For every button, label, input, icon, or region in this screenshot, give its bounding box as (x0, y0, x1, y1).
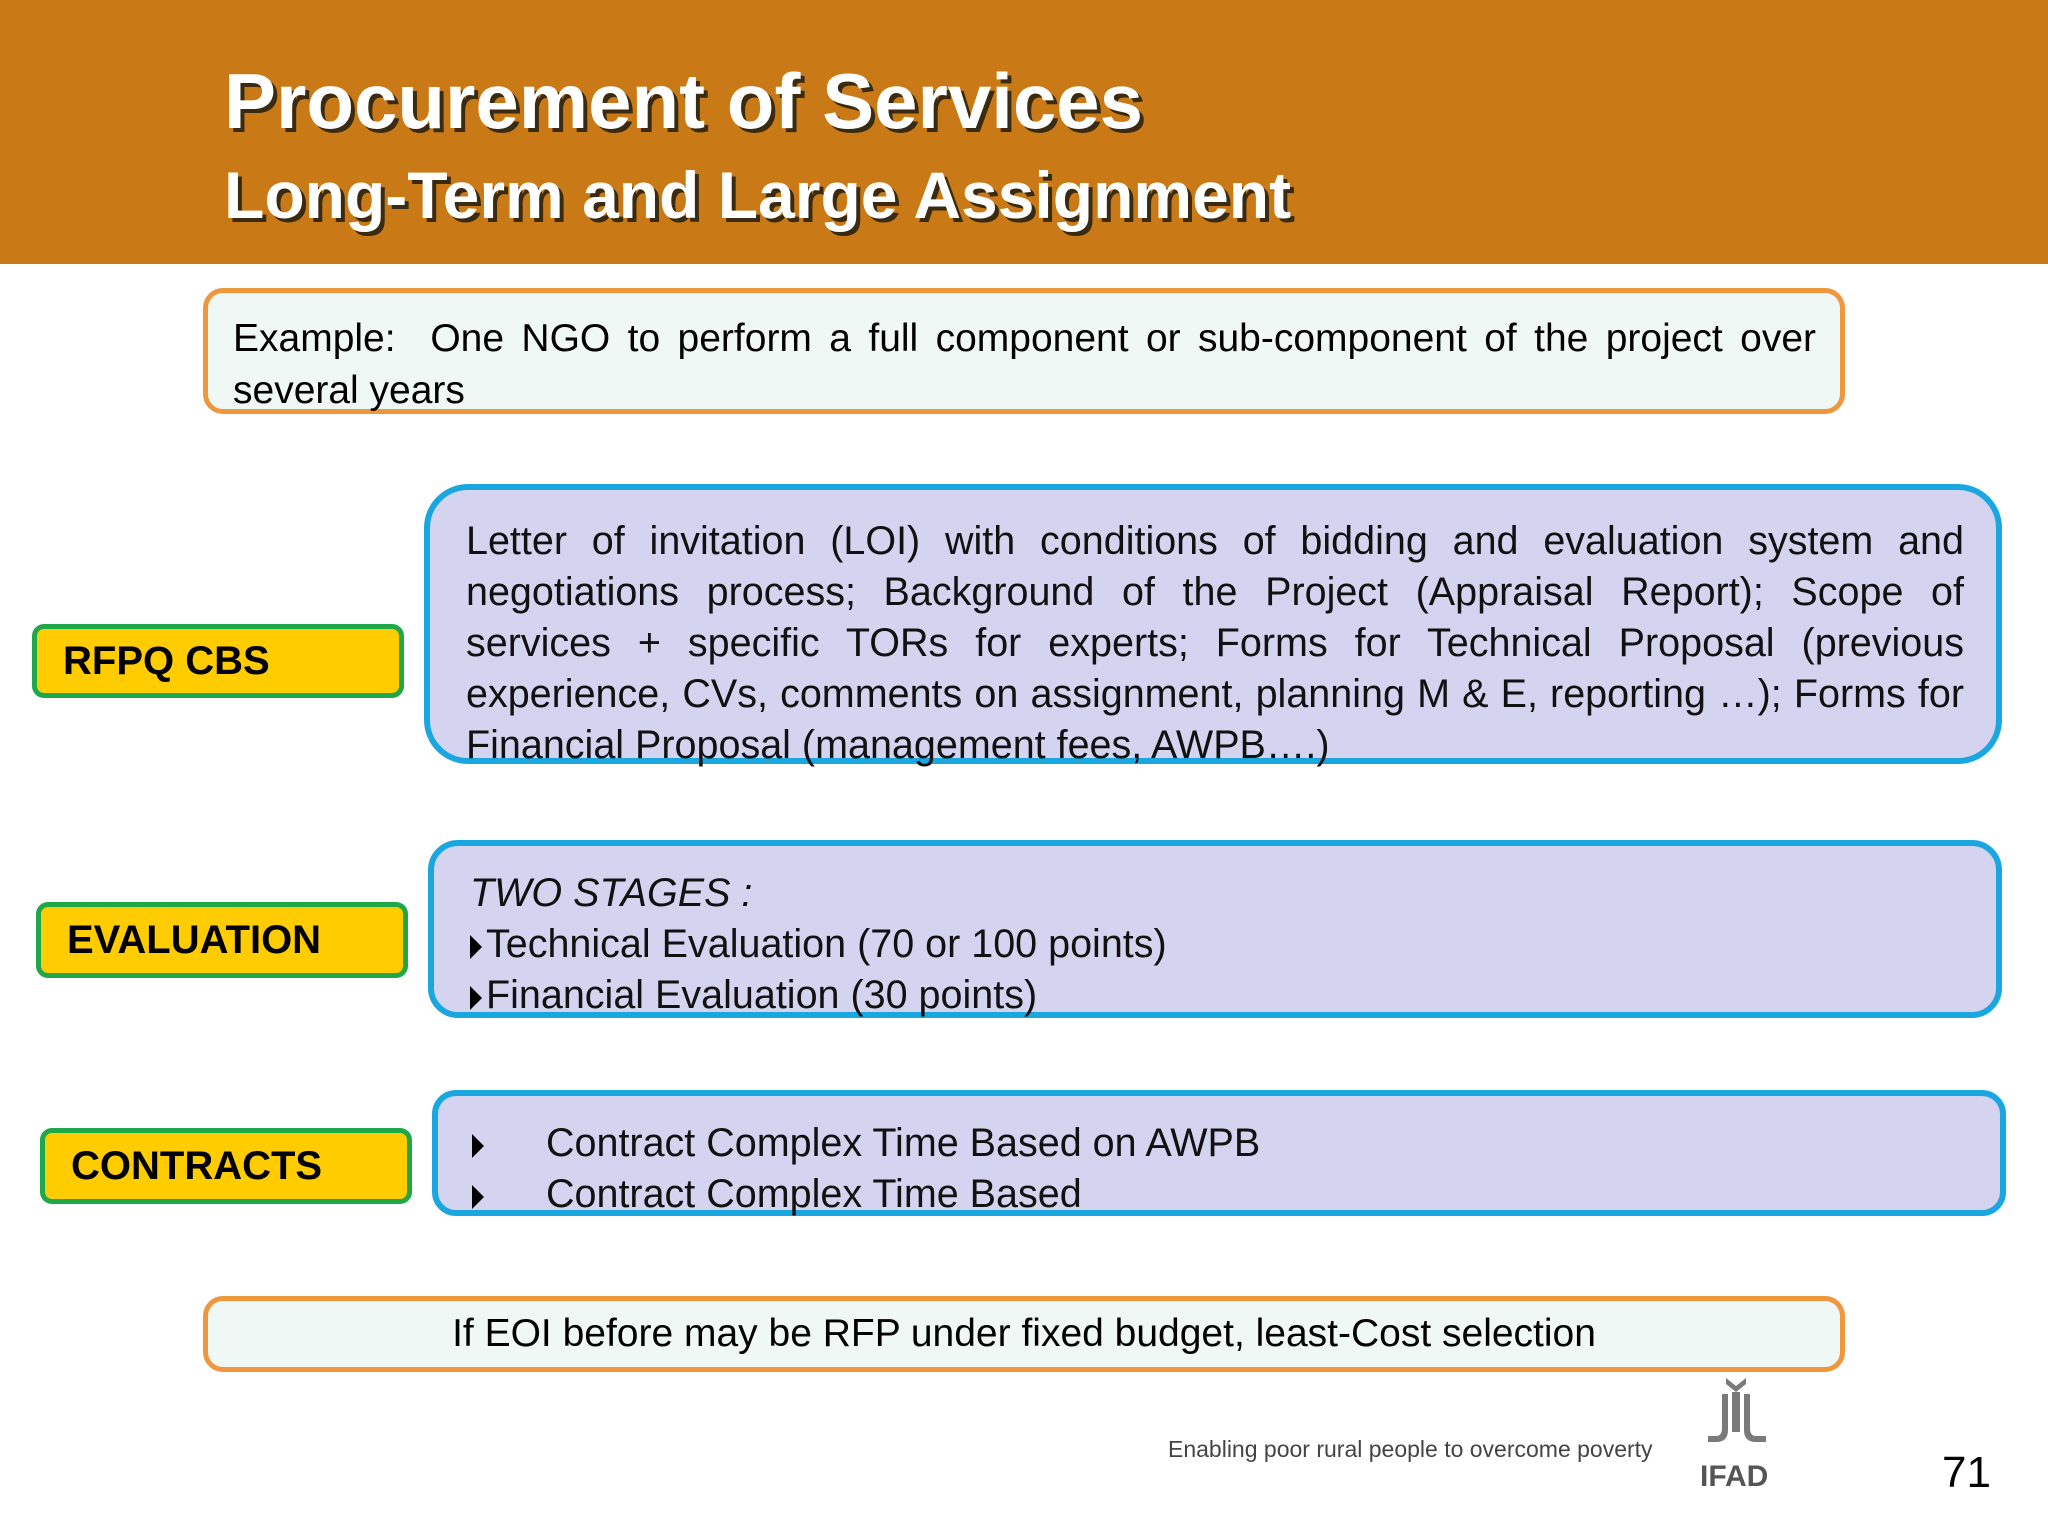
contracts-panel (432, 1090, 2006, 1216)
list-item (470, 919, 1966, 970)
ifad-logo-icon (1696, 1372, 1776, 1452)
bullet-triangle-icon (472, 1134, 484, 1158)
note-box (203, 1296, 1845, 1372)
page-subtitle: Long-Term and Large Assignment (224, 158, 1292, 232)
rfpq-cbs-label: RFPQ CBS (32, 624, 404, 698)
header-banner (0, 0, 2048, 264)
example-text: One NGO to perform a full component or sub-component of the project over several years (233, 317, 1817, 412)
footer-tagline: Enabling poor rural people to overcome poverty (1168, 1436, 1653, 1462)
page-number: 71 (1942, 1448, 1991, 1497)
list-item (472, 1169, 1970, 1220)
note-text: If EOI before may be RFP under fixed budget, least-Cost selection (452, 1312, 1596, 1355)
evaluation-item-text: Technical Evaluation (70 or 100 points) (486, 922, 1167, 966)
ifad-logo-text: IFAD (1700, 1460, 1769, 1493)
page-title: Procurement of Services (224, 57, 1144, 145)
contract-item-text: Contract Complex Time Based on AWPB (546, 1121, 1261, 1165)
list-item (470, 970, 1966, 1021)
contract-item-text: Contract Complex Time Based (546, 1172, 1082, 1216)
rfpq-panel (424, 484, 2002, 767)
rfpq-text: Letter of invitation (LOI) with conditions of bidding and evaluation system and negotiations process; Background of the Project (Appraisal Report); Scope of services + specific TORs for experts; Forms for Technical Proposal (previous experience, CVs, comments on assignment, planning M & E, reporting …); Forms for Financial Proposal (management fees, AWPB….) (466, 519, 1964, 767)
evaluation-panel (428, 840, 2002, 1018)
bullet-triangle-icon (472, 1185, 484, 1209)
list-item (472, 1118, 1970, 1169)
evaluation-heading: TWO STAGES : (470, 871, 753, 915)
example-label: Example: (233, 317, 396, 360)
bullet-triangle-icon (470, 986, 482, 1010)
example-box (203, 288, 1845, 414)
evaluation-label: EVALUATION (36, 902, 408, 978)
evaluation-item-text: Financial Evaluation (30 points) (486, 973, 1038, 1017)
bullet-triangle-icon (470, 935, 482, 959)
contracts-label: CONTRACTS (40, 1128, 412, 1204)
